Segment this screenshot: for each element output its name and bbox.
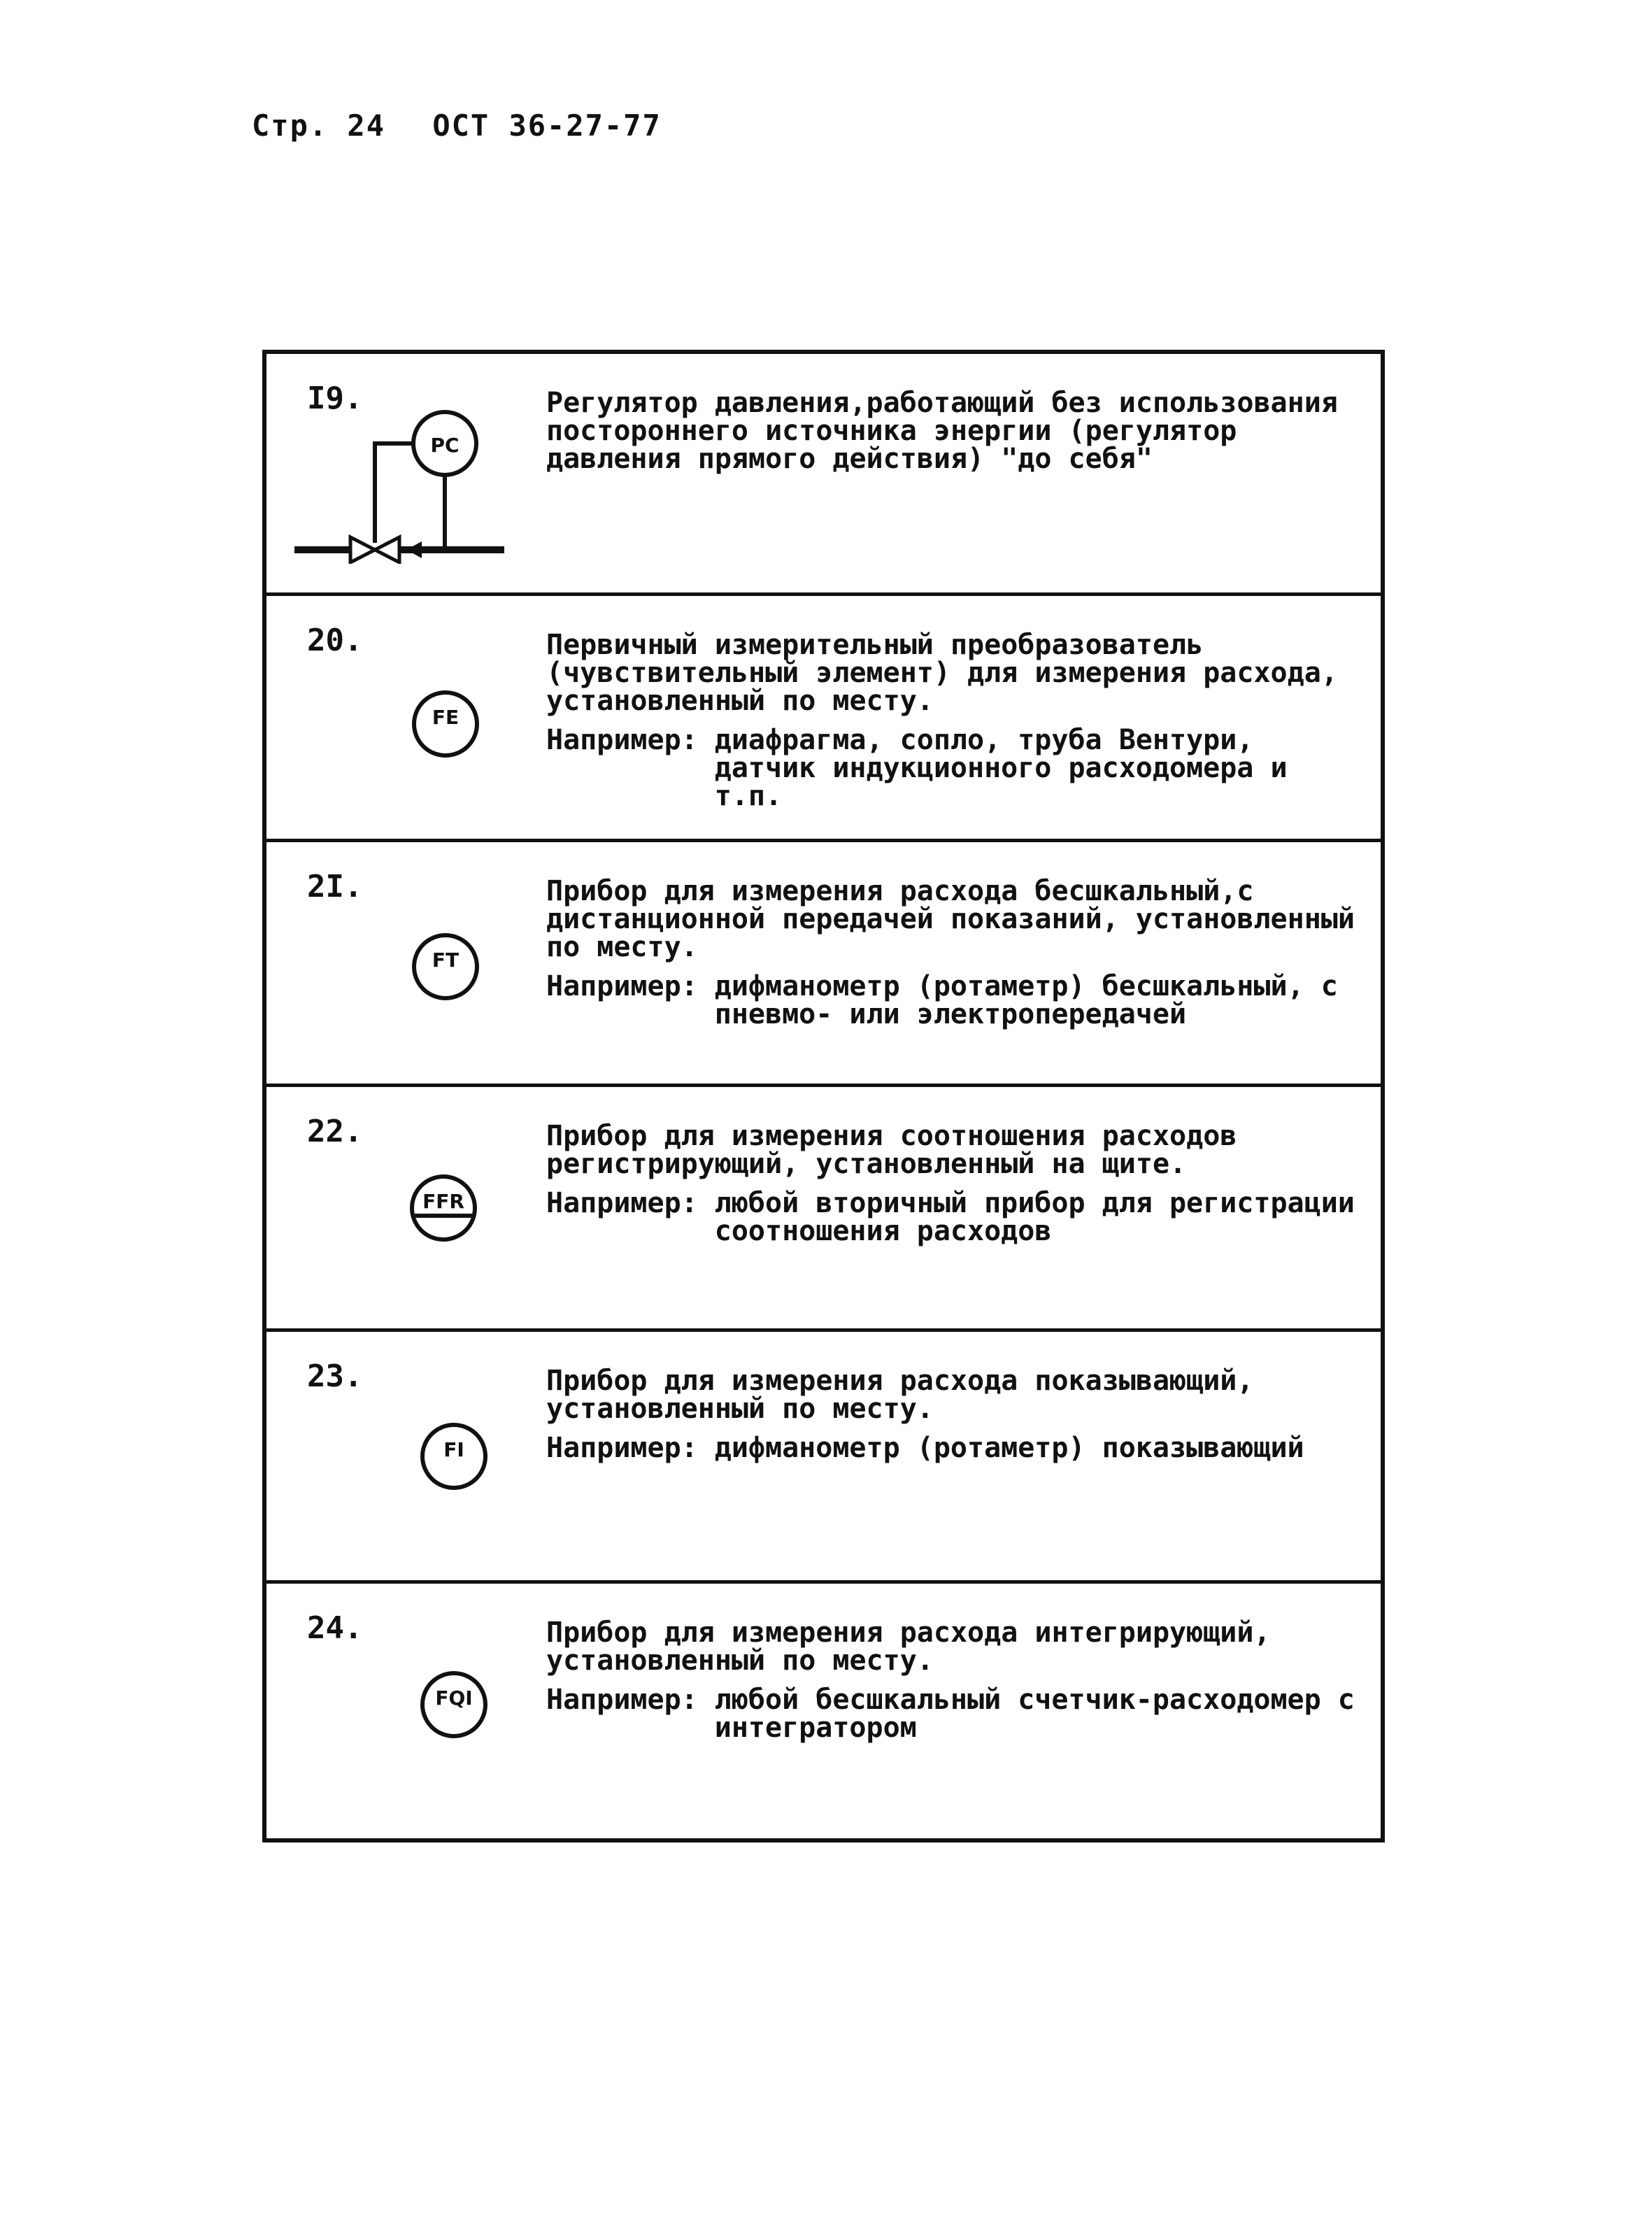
example-text: дифманометр (ротаметр) бесшкальный, с пневмо- или электропередачей — [714, 970, 1338, 1030]
table-row — [266, 1087, 1381, 1332]
example-label: Например: — [546, 724, 698, 756]
table-row — [266, 842, 1381, 1087]
fe-symbol: FE — [412, 690, 479, 758]
row-number: 20. — [307, 623, 363, 658]
table-row — [266, 1584, 1381, 1838]
pressure-regulator-symbol — [294, 396, 504, 564]
row-description: Прибор для измерения расхода бесшкальный,с дистанционной передачей показаний, установленный по месту. Например: дифманометр (ротаметр) бесшкальный, с пневмо- или электропередачей — [546, 877, 1358, 1028]
example-label: Например: — [546, 1684, 698, 1716]
row-description: Первичный измерительный преобразователь (чувствительный элемент) для измерения расхода, установленный по месту. Например: диафрагма, сопло, труба Вентури, датчик индукционного расходомера и т.п. — [546, 631, 1358, 810]
symbol-table — [262, 350, 1385, 1842]
symbol-label: PC — [430, 434, 460, 457]
example-text: диафрагма, сопло, труба Вентури, датчик индукционного расходомера и т.п. — [714, 724, 1288, 812]
example-label: Например: — [546, 970, 698, 1002]
ffr-symbol: FFR — [410, 1174, 477, 1242]
example-label: Например: — [546, 1432, 698, 1464]
page-header — [252, 108, 690, 143]
example-label: Например: — [546, 1187, 698, 1219]
example-text: любой вторичный прибор для регистрации соотношения расходов — [714, 1187, 1355, 1247]
table-row — [266, 354, 1381, 596]
row-number: 23. — [307, 1358, 363, 1394]
row-number: 2I. — [307, 869, 363, 904]
table-row — [266, 596, 1381, 842]
row-description: Прибор для измерения расхода показывающий, установленный по месту. Например: дифманометр (ротаметр) показывающий — [546, 1365, 1304, 1464]
fqi-symbol: FQI — [420, 1671, 487, 1738]
table-row — [266, 1332, 1381, 1584]
row-description: Прибор для измерения соотношения расходов регистрирующий, установленный на щите. Например: любой вторичный прибор для регистрации соотношения расходов — [546, 1122, 1358, 1245]
row-description: Прибор для измерения расхода интегрирующий, установленный по месту. Например: любой бесшкальный счетчик-расходомер с интегратором — [546, 1619, 1358, 1742]
row-number: 22. — [307, 1114, 363, 1149]
row-description: Регулятор давления,работающий без использования постороннего источника энергии (регулятор давления прямого действия) "до себя" — [546, 387, 1338, 475]
ft-symbol: FT — [412, 933, 479, 1000]
row-number: I9. — [307, 381, 363, 416]
page-number: Стр. 24 — [252, 108, 386, 143]
fi-symbol: FI — [420, 1423, 487, 1490]
example-text: любой бесшкальный счетчик-расходомер с интегратором — [714, 1684, 1355, 1744]
example-text: дифманометр (ротаметр) показывающий — [714, 1432, 1304, 1464]
row-number: 24. — [307, 1610, 363, 1646]
standard-code: ОСТ 36-27-77 — [432, 108, 662, 143]
